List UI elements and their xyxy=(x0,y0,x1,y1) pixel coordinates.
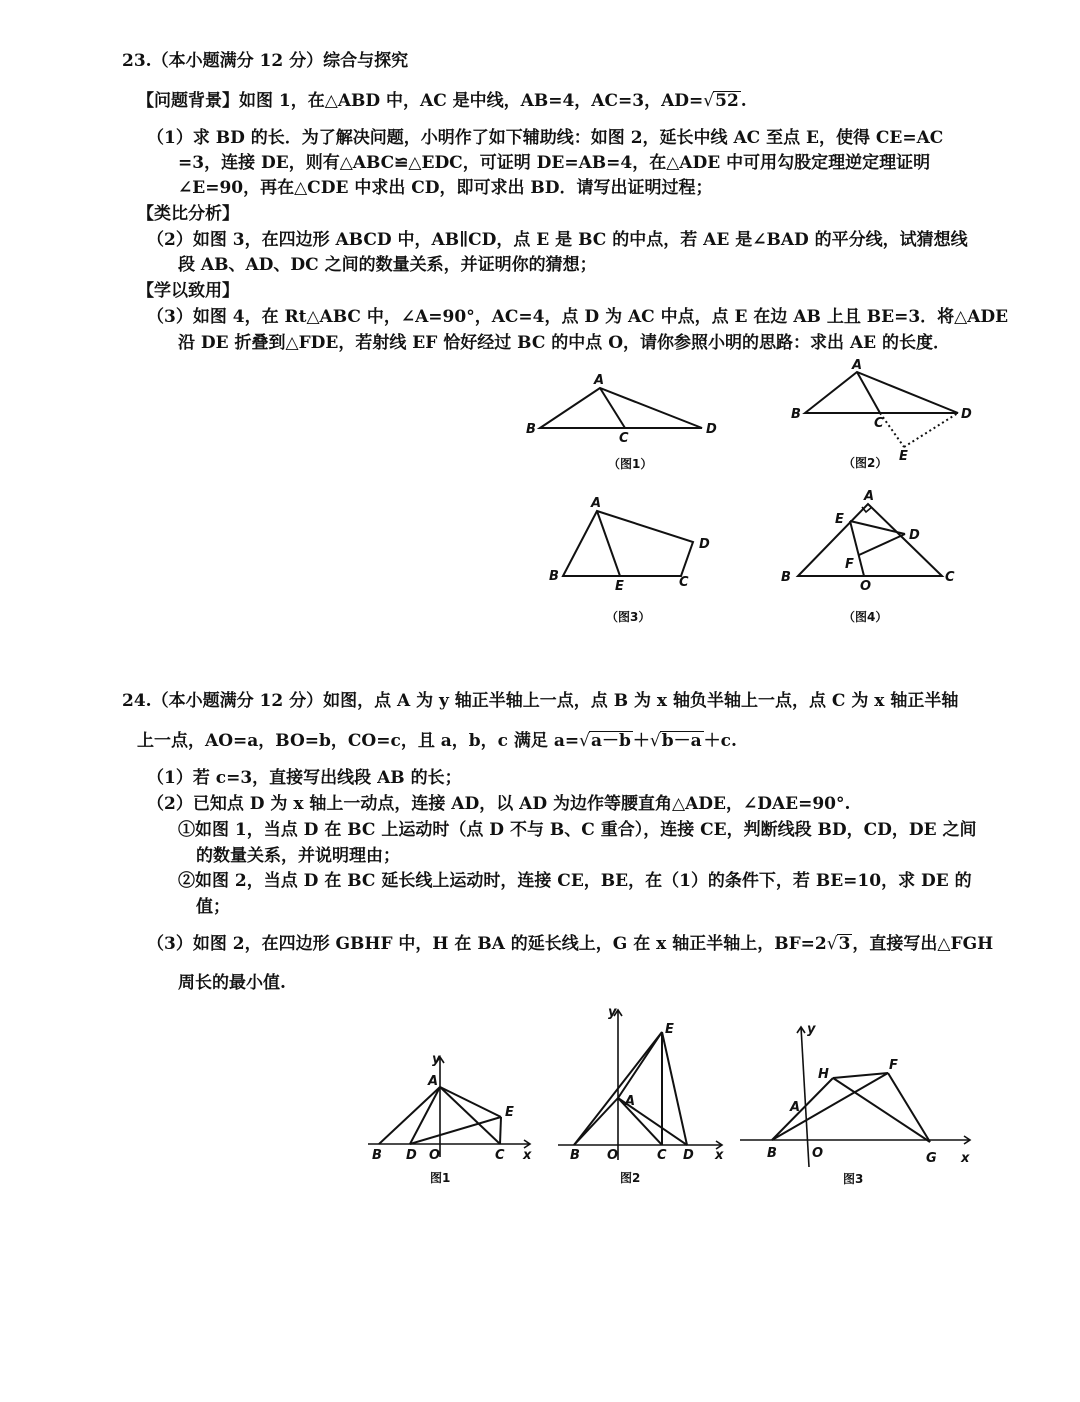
label-d: D xyxy=(706,422,717,437)
label-b: B xyxy=(781,570,791,585)
figure-caption: 图1 xyxy=(430,1171,451,1185)
label-c: C xyxy=(495,1148,505,1163)
q23-part1-line3: ∠E=90，再在△CDE 中求出 CD，即可求出 BD．请写出证明过程； xyxy=(178,178,713,198)
q24-figure-3 xyxy=(735,1015,980,1190)
label-a: A xyxy=(591,496,602,511)
q24-figure-1 xyxy=(360,1045,550,1190)
sqrt-52: √52 xyxy=(703,91,739,111)
sqrt-3: 3 xyxy=(838,934,851,954)
q23-part2-line1: （2）如图 3，在四边形 ABCD 中，AB∥CD，点 E 是 BC 的中点，若 AE 是∠BAD 的平分线，试猜想线 xyxy=(147,230,968,250)
q24-part2: （2）已知点 D 为 x 轴上一动点，连接 AD，以 AD 为边作等腰直角△ADE，∠DAE=90°. xyxy=(147,794,851,814)
figure-caption: 图2 xyxy=(620,1171,641,1185)
q24-part2b-line1: ②如图 2，当点 D 在 BC 延长线上运动时，连接 CE，BE，在（1）的条件下，若 BE=10，求 DE 的 xyxy=(178,871,972,891)
label-x: x xyxy=(523,1148,532,1163)
q24-line2: 上一点，AO=a，BO=b，CO=c，且 a，b，c 满足 a=√a－b ＋√b－a ＋c. xyxy=(137,731,737,751)
q23-apply-label: 【学以致用】 xyxy=(137,281,239,301)
label-e: E xyxy=(615,579,624,594)
label-e: E xyxy=(665,1022,674,1037)
q24-heading: 24.（本小题满分 12 分）如图，点 A 为 y 轴正半轴上一点，点 B 为 x 轴负半轴上一点，点 C 为 x 轴正半轴 xyxy=(122,691,959,711)
label-e: E xyxy=(835,512,844,527)
q24-part2b-line2: 值； xyxy=(196,897,230,917)
label-d: D xyxy=(961,407,972,422)
label-b: B xyxy=(526,422,536,437)
q23-background: 【问题背景】如图 1，在△ABD 中，AC 是中线，AB=4，AC=3，AD=√52 . xyxy=(137,91,747,111)
q23-heading: 23.（本小题满分 12 分）综合与探究 xyxy=(122,51,409,71)
label-b: B xyxy=(570,1148,580,1163)
q24-figure-2 xyxy=(550,1000,740,1190)
q24-part3-line1: （3）如图 2，在四边形 GBHF 中，H 在 BA 的延长线上，G 在 x 轴正半轴上，BF=2√3 ，直接写出△FGH xyxy=(147,934,994,954)
label-d: D xyxy=(406,1148,417,1163)
q24-part3-line2: 周长的最小值. xyxy=(178,973,286,993)
label-b: B xyxy=(767,1146,777,1161)
background-label: 【问题背景】 xyxy=(137,91,239,111)
label-f: F xyxy=(889,1058,898,1073)
sqrt-a-minus-b: a－b xyxy=(590,731,631,751)
label-a: A xyxy=(428,1074,439,1089)
label-c: C xyxy=(619,431,629,446)
label-y: y xyxy=(432,1052,441,1067)
figure-caption: （图2） xyxy=(843,456,888,470)
label-g: G xyxy=(926,1151,937,1166)
sqrt-b-minus-a: b－a xyxy=(661,731,702,751)
q24-part2a-line1: ①如图 1，当点 D 在 BC 上运动时（点 D 不与 B、C 重合），连接 CE，判断线段 BD，CD，DE 之间 xyxy=(178,820,977,840)
label-d: D xyxy=(683,1148,694,1163)
label-d: D xyxy=(909,528,920,543)
q23-figure-4 xyxy=(770,485,970,630)
q23-part3-line1: （3）如图 4，在 Rt△ABC 中，∠A=90°，AC=4，点 D 为 AC 中点，点 E 在边 AB 上且 BE=3．将△ADE xyxy=(147,307,1009,327)
figure-caption: （图1） xyxy=(608,457,653,471)
label-f: F xyxy=(845,557,854,572)
q23-part3-line2: 沿 DE 折叠到△FDE，若射线 EF 恰好经过 BC 的中点 O，请你参照小明的思路：求出 AE 的长度． xyxy=(178,333,951,353)
label-h: H xyxy=(818,1067,829,1082)
q23-part1-line1: （1）求 BD 的长．为了解决问题，小明作了如下辅助线：如图 2，延长中线 AC 至点 E，使得 CE=AC xyxy=(147,128,944,148)
label-a: A xyxy=(852,358,863,373)
label-o: O xyxy=(860,579,872,594)
label-c: C xyxy=(874,416,884,431)
q23-part1-line2: =3，连接 DE，则有△ABC≌△EDC，可证明 DE=AB=4，在△ADE 中可用勾股定理逆定理证明 xyxy=(178,153,931,173)
q23-analogy-label: 【类比分析】 xyxy=(137,204,239,224)
label-e: E xyxy=(505,1105,514,1120)
label-o: O xyxy=(607,1148,619,1163)
label-c: C xyxy=(679,575,689,590)
q23-figure-1 xyxy=(520,360,730,480)
figure-caption: 图3 xyxy=(843,1172,864,1186)
q24-part2a-line2: 的数量关系，并说明理由； xyxy=(196,846,400,866)
q24-part1: （1）若 c=3，直接写出线段 AB 的长； xyxy=(147,768,462,788)
label-b: B xyxy=(549,569,559,584)
label-y: y xyxy=(608,1005,617,1020)
label-e: E xyxy=(899,449,908,464)
background-text: 如图 1，在△ABD 中，AC 是中线，AB=4，AC=3，AD= xyxy=(239,91,704,111)
label-d: D xyxy=(699,537,710,552)
label-x: x xyxy=(961,1151,970,1166)
figure-caption: （图4） xyxy=(843,610,888,624)
label-x: x xyxy=(715,1148,724,1163)
label-a: A xyxy=(625,1094,636,1109)
label-o: O xyxy=(812,1146,824,1161)
figure-caption: （图3） xyxy=(606,610,651,624)
q23-figure-3 xyxy=(540,490,730,630)
label-a: A xyxy=(594,373,605,388)
label-c: C xyxy=(657,1148,667,1163)
label-y: y xyxy=(807,1022,816,1037)
label-a: A xyxy=(864,489,875,504)
label-b: B xyxy=(791,407,801,422)
label-b: B xyxy=(372,1148,382,1163)
q23-figure-2 xyxy=(780,355,980,485)
label-c: C xyxy=(945,570,955,585)
label-a: A xyxy=(790,1100,801,1115)
label-o: O xyxy=(429,1148,441,1163)
q23-part2-line2: 段 AB、AD、DC 之间的数量关系，并证明你的猜想； xyxy=(178,255,597,275)
